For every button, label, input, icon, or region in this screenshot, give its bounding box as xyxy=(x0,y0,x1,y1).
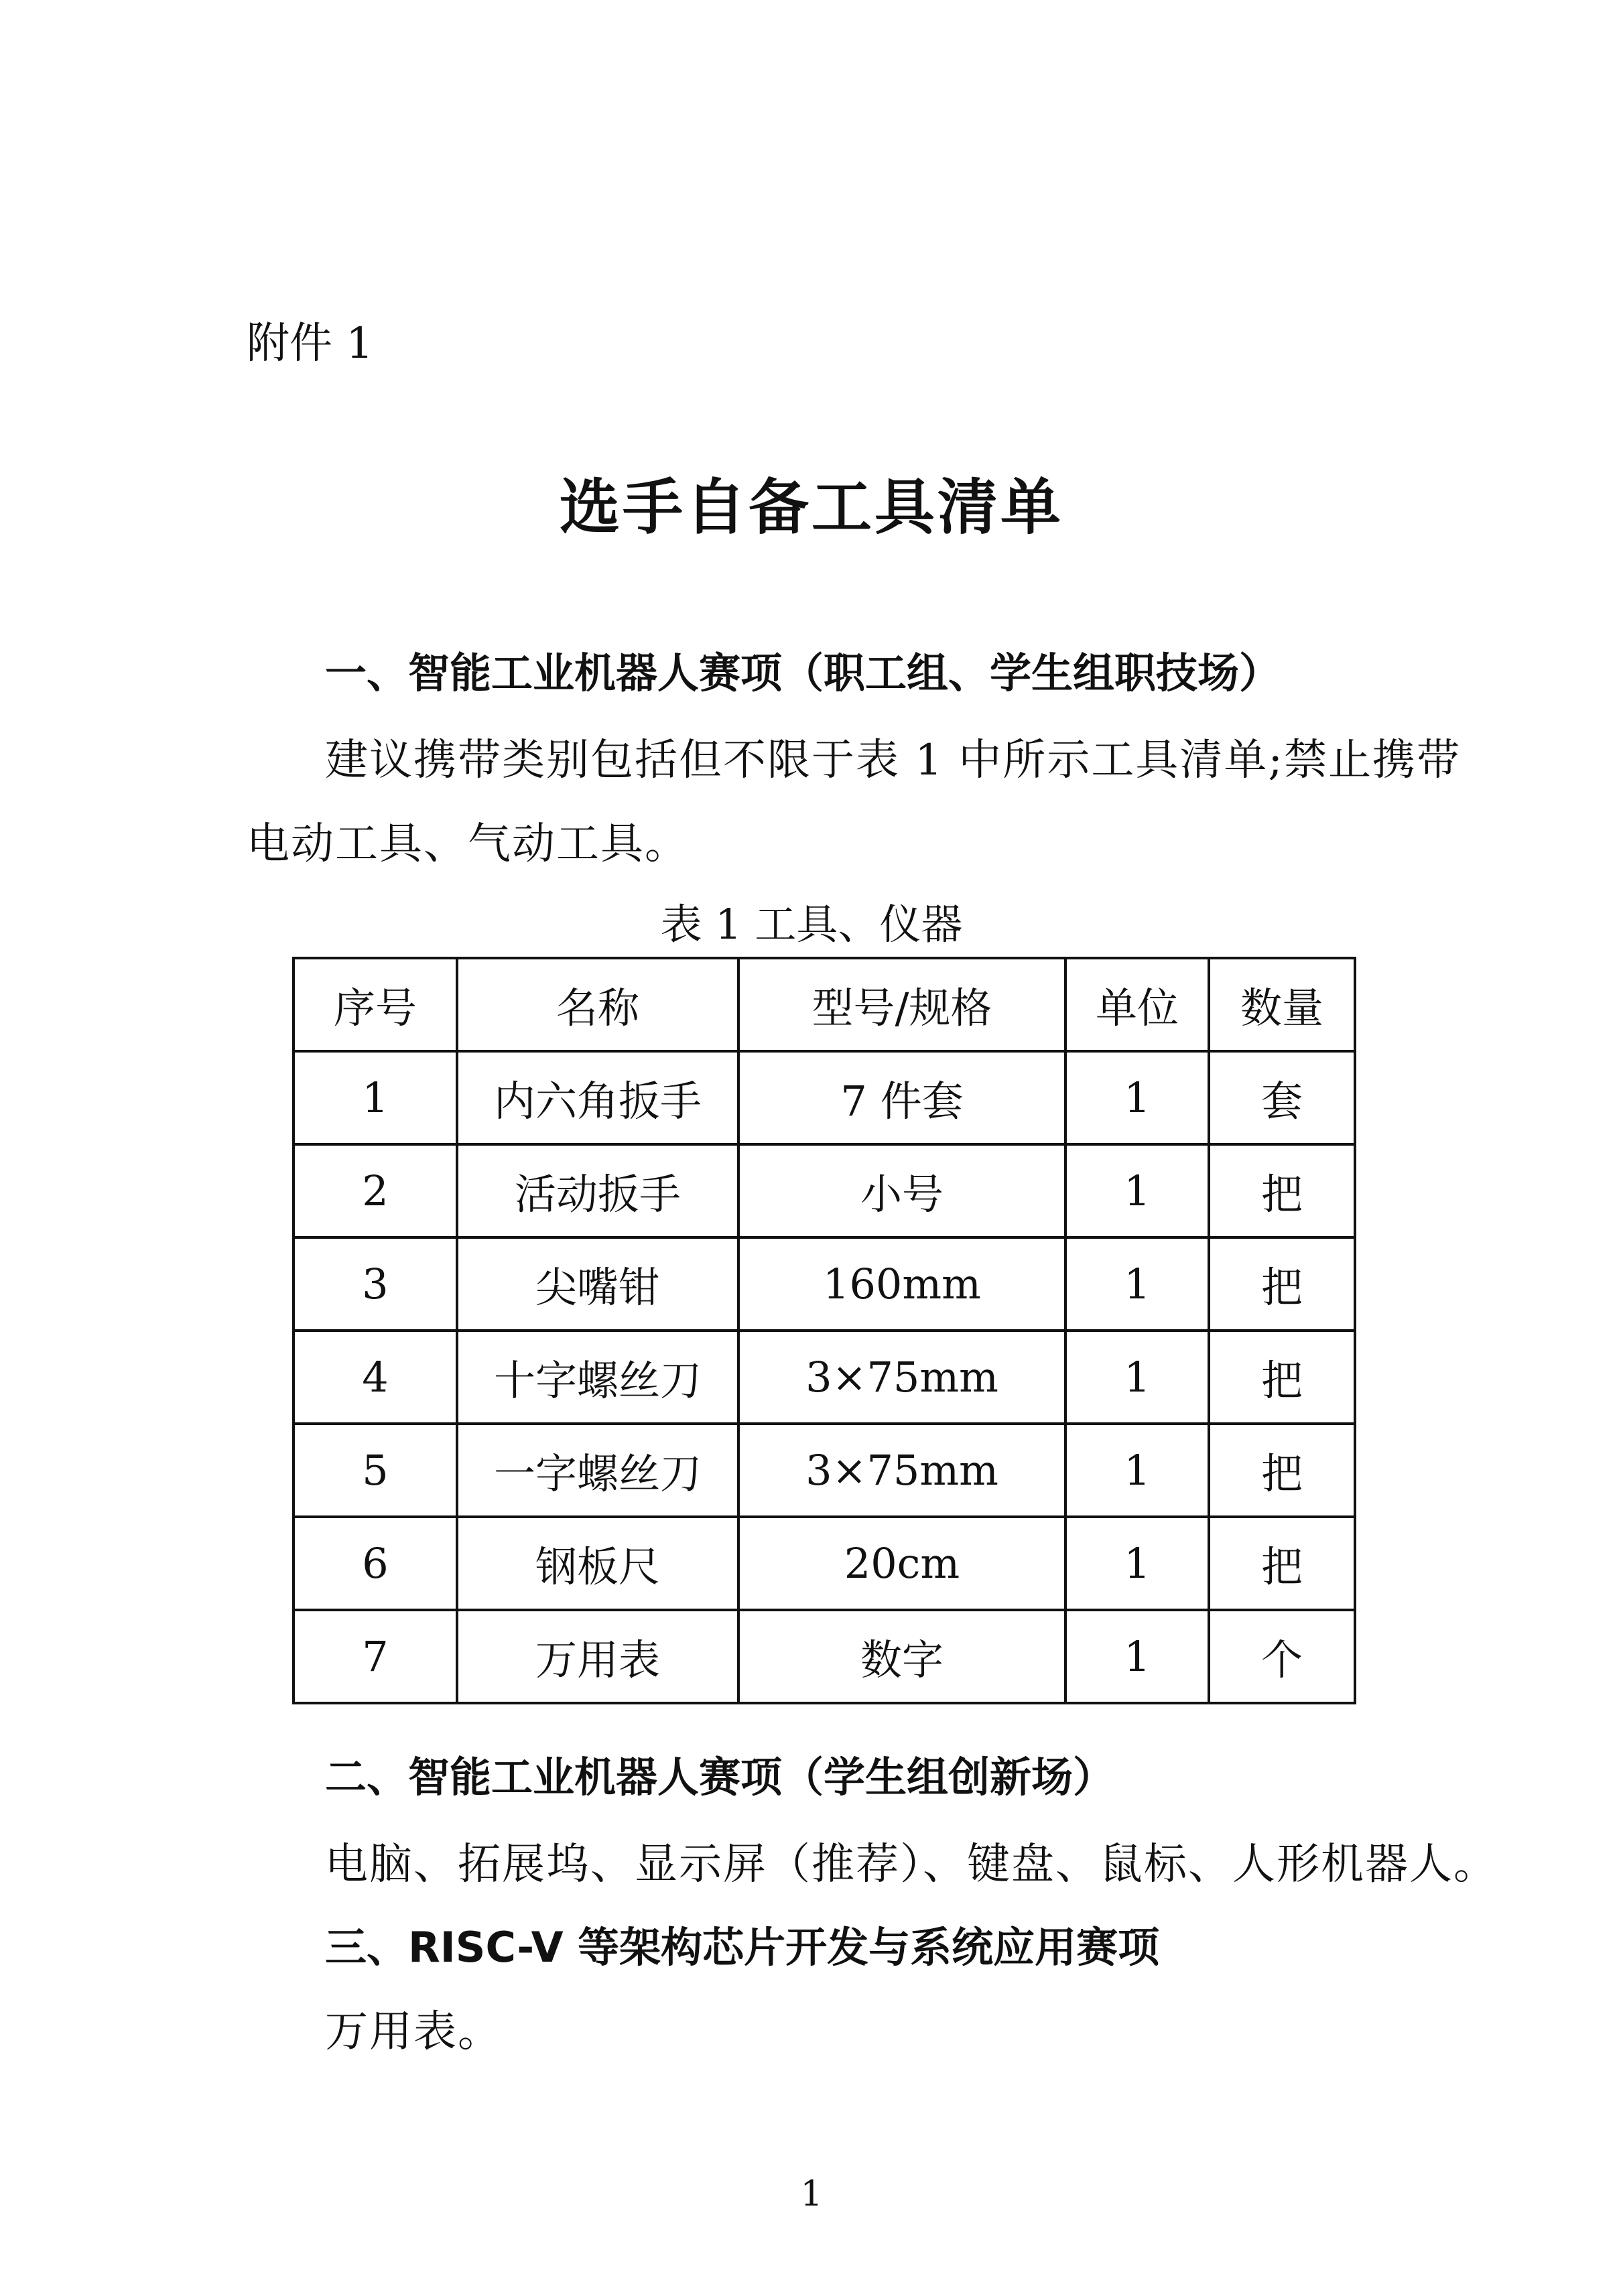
cell-name: 万用表 xyxy=(457,1610,738,1703)
section-1-paragraph-line-1: 建议携带类别包括但不限于表 1 中所示工具清单;禁止携带 xyxy=(325,736,1461,785)
cell-spec: 3×75mm xyxy=(738,1331,1065,1424)
cell-unit: 1 xyxy=(1065,1517,1209,1610)
page-number: 1 xyxy=(800,2174,823,2214)
section-3-paragraph: 万用表。 xyxy=(325,2007,502,2057)
table-row xyxy=(294,1610,1355,1703)
table-row xyxy=(294,1051,1355,1144)
cell-spec: 20cm xyxy=(738,1517,1065,1610)
tools-table xyxy=(292,957,1356,1704)
cell-spec: 7 件套 xyxy=(738,1051,1065,1144)
header-unit: 单位 xyxy=(1065,958,1209,1051)
cell-quantity: 个 xyxy=(1209,1610,1355,1703)
cell-quantity: 把 xyxy=(1209,1237,1355,1331)
section-2-paragraph: 电脑、拓展坞、显示屏（推荐）、键盘、鼠标、人形机器人。 xyxy=(325,1840,1498,1889)
section-2-heading: 二、智能工业机器人赛项（学生组创新场） xyxy=(325,1753,1115,1802)
cell-index: 2 xyxy=(294,1144,457,1237)
cell-unit: 1 xyxy=(1065,1424,1209,1517)
cell-index: 1 xyxy=(294,1051,457,1144)
cell-quantity: 把 xyxy=(1209,1517,1355,1610)
cell-unit: 1 xyxy=(1065,1237,1209,1331)
cell-index: 7 xyxy=(294,1610,457,1703)
table-header-row xyxy=(294,958,1355,1051)
table-row xyxy=(294,1144,1355,1237)
table-row xyxy=(294,1517,1355,1610)
page-title: 选手自备工具清单 xyxy=(560,472,1063,543)
cell-name: 活动扳手 xyxy=(457,1144,738,1237)
header-index: 序号 xyxy=(294,958,457,1051)
cell-quantity: 套 xyxy=(1209,1051,1355,1144)
header-spec: 型号/规格 xyxy=(738,958,1065,1051)
cell-unit: 1 xyxy=(1065,1331,1209,1424)
cell-unit: 1 xyxy=(1065,1610,1209,1703)
cell-index: 6 xyxy=(294,1517,457,1610)
cell-name: 钢板尺 xyxy=(457,1517,738,1610)
cell-name: 十字螺丝刀 xyxy=(457,1331,738,1424)
cell-quantity: 把 xyxy=(1209,1424,1355,1517)
cell-quantity: 把 xyxy=(1209,1144,1355,1237)
cell-name: 尖嘴钳 xyxy=(457,1237,738,1331)
cell-name: 内六角扳手 xyxy=(457,1051,738,1144)
cell-spec: 小号 xyxy=(738,1144,1065,1237)
cell-name: 一字螺丝刀 xyxy=(457,1424,738,1517)
table-row xyxy=(294,1331,1355,1424)
cell-unit: 1 xyxy=(1065,1051,1209,1144)
section-3-heading: 三、RISC-V 等架构芯片开发与系统应用赛项 xyxy=(325,1923,1160,1972)
cell-index: 3 xyxy=(294,1237,457,1331)
cell-spec: 160mm xyxy=(738,1237,1065,1331)
section-1-paragraph-line-2: 电动工具、气动工具。 xyxy=(247,819,689,869)
cell-spec: 数字 xyxy=(738,1610,1065,1703)
header-quantity: 数量 xyxy=(1209,958,1355,1051)
header-name: 名称 xyxy=(457,958,738,1051)
section-1-heading: 一、智能工业机器人赛项（职工组、学生组职技场） xyxy=(325,649,1281,697)
cell-unit: 1 xyxy=(1065,1144,1209,1237)
cell-index: 4 xyxy=(294,1331,457,1424)
cell-quantity: 把 xyxy=(1209,1331,1355,1424)
table-row xyxy=(294,1237,1355,1331)
attachment-label: 附件 1 xyxy=(247,319,374,368)
cell-index: 5 xyxy=(294,1424,457,1517)
table-row xyxy=(294,1424,1355,1517)
cell-spec: 3×75mm xyxy=(738,1424,1065,1517)
table-caption: 表 1 工具、仪器 xyxy=(660,900,963,949)
